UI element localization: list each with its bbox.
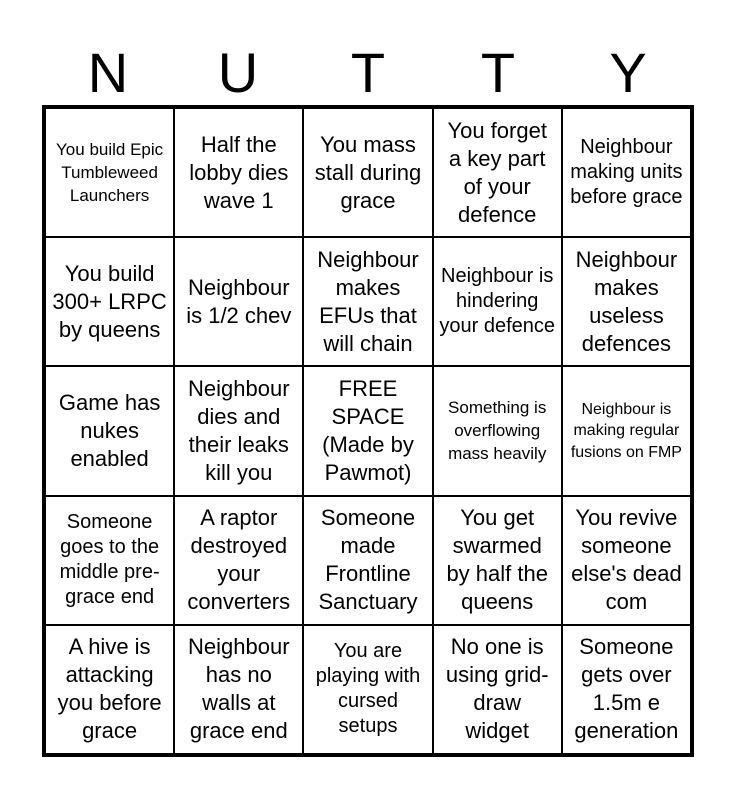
bingo-cell[interactable] <box>174 237 303 366</box>
cell-text: You get swarmed by half the queens <box>446 505 548 615</box>
bingo-cell[interactable] <box>433 625 562 754</box>
bingo-cell[interactable] <box>45 366 174 495</box>
bingo-cell[interactable] <box>562 237 691 366</box>
title-letter-t1: T <box>350 41 386 104</box>
cell-text: Neighbour has no walls at grace end <box>188 634 290 744</box>
cell-text: Game has nukes enabled <box>58 389 161 471</box>
bingo-cell[interactable] <box>303 625 432 754</box>
bingo-cell[interactable] <box>174 108 303 237</box>
bingo-title <box>43 38 693 108</box>
bingo-cell[interactable] <box>45 496 174 625</box>
bingo-cell[interactable] <box>433 108 562 237</box>
bingo-cell[interactable] <box>562 496 691 625</box>
bingo-cell[interactable] <box>45 108 174 237</box>
bingo-cell[interactable] <box>303 108 432 237</box>
bingo-cell[interactable] <box>45 237 174 366</box>
cell-text: Something is overflowing mass heavily <box>448 398 547 464</box>
cell-text: Someone gets over 1.5m e generation <box>574 634 679 744</box>
bingo-cell[interactable] <box>45 625 174 754</box>
title-letter-t2: T <box>480 41 516 104</box>
cell-text: Neighbour makes EFUs that will chain <box>317 246 419 356</box>
bingo-cell free-space[interactable] <box>303 366 432 495</box>
bingo-cell[interactable] <box>303 496 432 625</box>
title-letter-n: N <box>87 41 129 104</box>
cell-text: No one is using grid-draw widget <box>445 634 549 744</box>
bingo-cell[interactable] <box>433 237 562 366</box>
cell-text: A raptor destroyed your converters <box>187 505 291 615</box>
cell-text: You revive someone else's dead com <box>571 505 682 615</box>
bingo-cell[interactable] <box>433 366 562 495</box>
bingo-cell[interactable] <box>562 108 691 237</box>
bingo-cell[interactable] <box>562 366 691 495</box>
cell-text: Neighbour makes useless defences <box>575 246 678 356</box>
cell-text: Someone made Frontline Sanctuary <box>318 505 418 615</box>
bingo-cell[interactable] <box>303 237 432 366</box>
cell-text: FREE SPACE (Made by Pawmot) <box>322 375 414 485</box>
cell-text: Neighbour making units before grace <box>570 136 683 209</box>
bingo-cell[interactable] <box>562 625 691 754</box>
cell-text: You build Epic Tumbleweed Launchers <box>56 140 164 206</box>
cell-text: You mass stall during grace <box>314 131 422 213</box>
bingo-cell[interactable] <box>174 625 303 754</box>
title-letter-y: Y <box>609 41 647 104</box>
cell-text: You forget a key part of your defence <box>447 117 547 227</box>
cell-text: You build 300+ LRPC by queens <box>52 260 167 342</box>
cell-text: You are playing with cursed setups <box>315 640 421 738</box>
bingo-cell[interactable] <box>433 496 562 625</box>
cell-text: Neighbour is hindering your defence <box>439 265 556 338</box>
bingo-cell[interactable] <box>174 366 303 495</box>
cell-text: Neighbour is making regular fusions on FMP <box>570 400 682 461</box>
cell-text: Someone goes to the middle pre-grace end <box>59 511 160 609</box>
cell-text: Neighbour dies and their leaks kill you <box>188 375 290 485</box>
bingo-cell[interactable] <box>174 496 303 625</box>
title-letter-u: U <box>217 41 259 104</box>
cell-text: Half the lobby dies wave 1 <box>189 131 289 213</box>
cell-text: A hive is attacking you before grace <box>57 634 162 744</box>
bingo-grid <box>42 105 694 757</box>
cell-text: Neighbour is 1/2 chev <box>186 274 292 328</box>
